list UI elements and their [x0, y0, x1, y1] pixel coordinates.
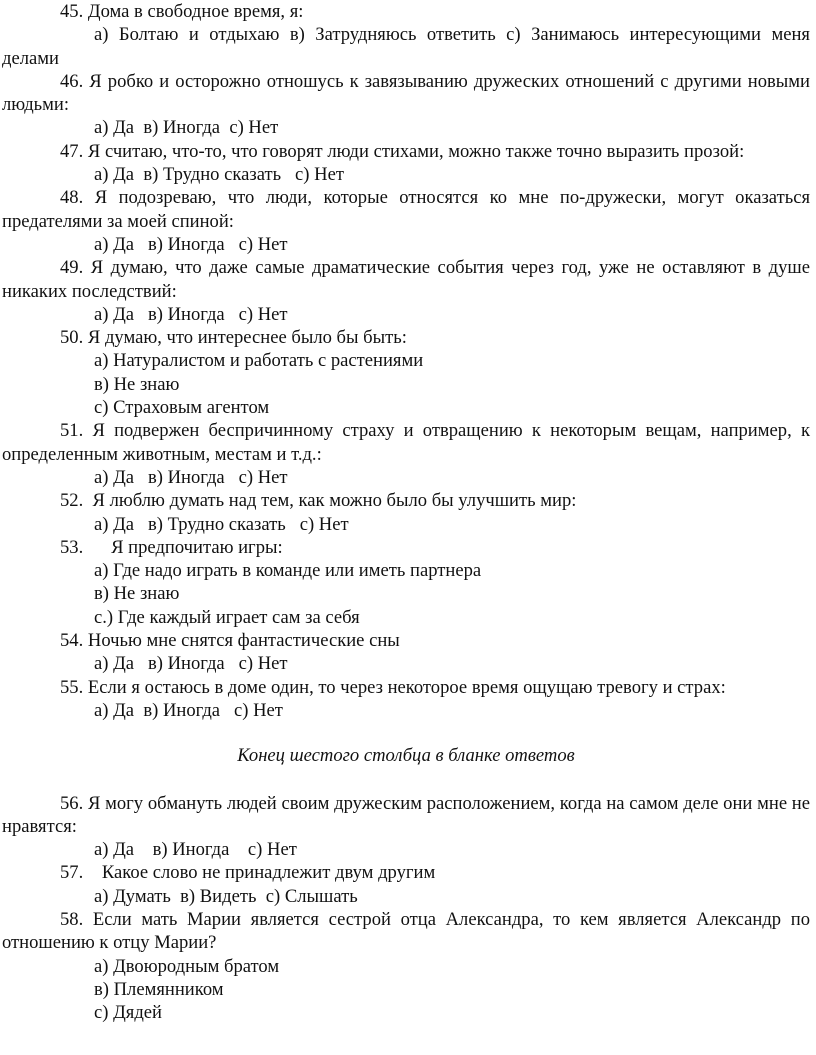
- question-53-option-c: с.) Где каждый играет сам за себя: [94, 606, 360, 628]
- question-45: 45. Дома в свободное время, я:: [60, 1, 304, 22]
- question-57: 57. Какое слово не принадлежит двум другим: [60, 862, 436, 884]
- question-52: 52. Я люблю думать над тем, как можно было бы улучшить мир:: [60, 490, 577, 512]
- question-53-option-b: в) Не знаю: [94, 583, 180, 605]
- question-53: 53. Я предпочитаю игры:: [60, 536, 283, 558]
- section-end-note: Конец шестого столбца в бланке ответов: [237, 745, 575, 767]
- question-47-options: а) Да в) Трудно сказать с) Нет: [94, 164, 344, 186]
- question-55: 55. Если я остаюсь в доме один, то через некоторое время ощущаю тревогу и страх:: [60, 676, 726, 698]
- question-55-options: а) Да в) Иногда с) Нет: [94, 699, 283, 721]
- question-49: 49. Я думаю, что даже самые драматические события через год, уже не оставляют в душе никаких последствий:: [2, 257, 810, 302]
- question-49-options: а) Да в) Иногда с) Нет: [94, 303, 288, 325]
- question-50-option-a: а) Натуралистом и работать с растениями: [94, 350, 424, 372]
- question-54: 54. Ночью мне снятся фантастические сны: [60, 630, 400, 652]
- question-46-options: а) Да в) Иногда с) Нет: [94, 117, 279, 139]
- question-58-option-b: в) Племянником: [94, 978, 224, 1000]
- question-54-options: а) Да в) Иногда с) Нет: [94, 653, 288, 675]
- question-58-option-a: а) Двоюродным братом: [94, 955, 280, 977]
- question-48-options: а) Да в) Иногда с) Нет: [94, 233, 288, 255]
- question-45-options: а) Болтаю и отдыхаю в) Затрудняюсь ответить с) Занимаюсь интересующими меня делами: [2, 24, 810, 69]
- question-53-option-a: а) Где надо играть в команде или иметь партнера: [94, 560, 482, 582]
- question-48: 48. Я подозреваю, что люди, которые относятся ко мне по-дружески, могут оказаться предателями за моей спиной:: [2, 187, 810, 232]
- question-56: 56. Я могу обмануть людей своим дружеским расположением, когда на самом деле они мне не нравятся:: [2, 792, 810, 837]
- question-47: 47. Я считаю, что-то, что говорят люди стихами, можно также точно выразить прозой:: [60, 140, 745, 162]
- question-50-option-c: с) Страховым агентом: [94, 397, 270, 419]
- question-51-options: а) Да в) Иногда с) Нет: [94, 466, 288, 488]
- question-50-option-b: в) Не знаю: [94, 373, 180, 395]
- question-58: 58. Если мать Марии является сестрой отца Александра, то кем является Александр по отношению к отцу Марии?: [2, 908, 810, 954]
- question-46: 46. Я робко и осторожно отношусь к завязыванию дружеских отношений с другими новыми людьми:: [2, 70, 810, 116]
- question-56-options: а) Да в) Иногда с) Нет: [94, 839, 297, 861]
- question-50: 50. Я думаю, что интереснее было бы быть:: [60, 327, 407, 349]
- question-58-option-c: с) Дядей: [94, 1002, 162, 1024]
- question-51: 51. Я подвержен беспричинному страху и отвращению к некоторым вещам, например, к определенным животным, местам и т.д.:: [2, 420, 810, 465]
- question-57-options: а) Думать в) Видеть с) Слышать: [94, 885, 358, 907]
- question-52-options: а) Да в) Трудно сказать с) Нет: [94, 513, 349, 535]
